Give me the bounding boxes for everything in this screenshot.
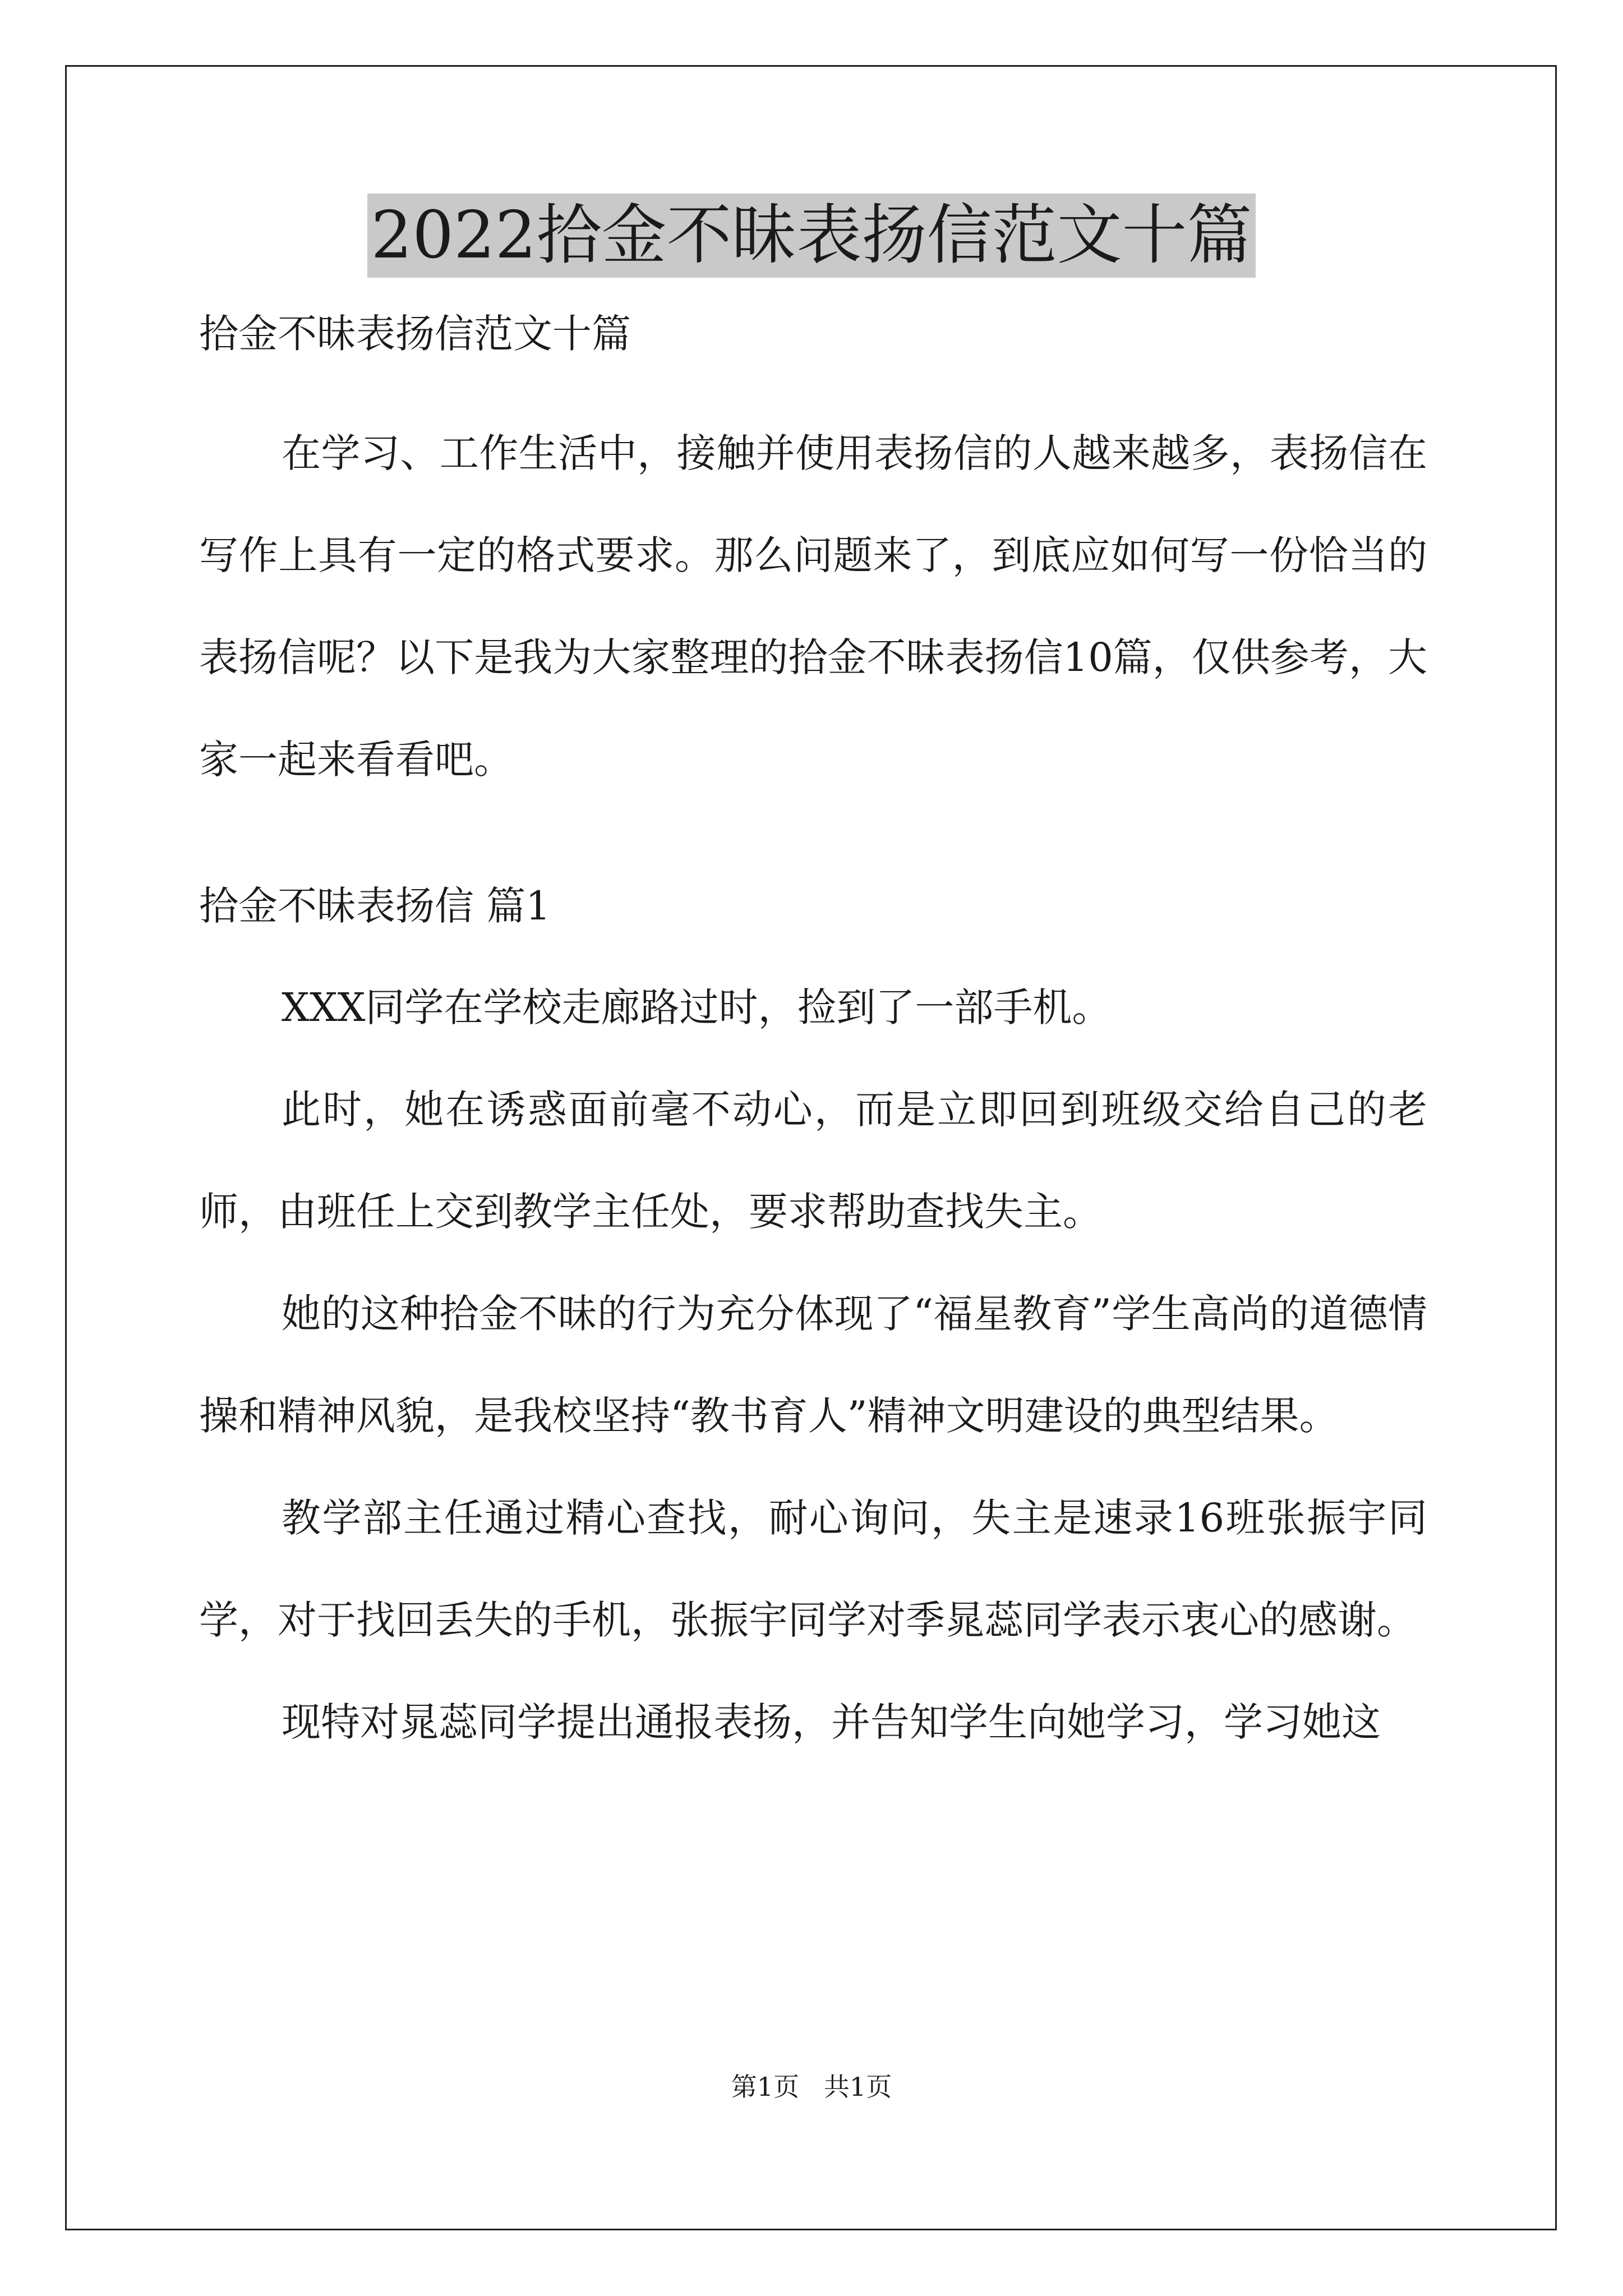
- body-paragraph: 现特对晁蕊同学提出通报表扬，并告知学生向她学习，学习她这: [282, 1699, 1381, 1745]
- document-title: 2022拾金不昧表扬信范文十篇: [367, 194, 1255, 278]
- body-paragraph: 此时，她在诱惑面前毫不动心，而是立即回到班级交给自己的老师，由班任上交到教学主任处，要求帮助查找失主。: [199, 1087, 1427, 1235]
- body-paragraph: XXX同学在学校走廊路过时，捡到了一部手机。: [282, 984, 1112, 1030]
- intro-paragraph: 在学习、工作生活中，接触并使用表扬信的人越来越多，表扬信在写作上具有一定的格式要求。那么问题来了，到底应如何写一份恰当的表扬信呢？以下是我为大家整理的拾金不昧表扬信10篇，仅供参考，大家一起来看看吧。: [199, 430, 1427, 783]
- document-subtitle: 拾金不昧表扬信范文十篇: [199, 311, 631, 357]
- title-container: [0, 194, 1623, 278]
- page-number-footer: 第1页 共1页: [731, 2072, 892, 2102]
- document-body: [199, 306, 1427, 1773]
- body-paragraph: 她的这种拾金不昧的行为充分体现了“福星教育”学生高尚的道德情操和精神风貌，是我校坚持“教书育人”精神文明建设的典型结果。: [199, 1291, 1427, 1439]
- section-heading: 拾金不昧表扬信 篇1: [199, 883, 551, 929]
- body-paragraph: 教学部主任通过精心查找，耐心询问，失主是速录16班张振宇同学，对于找回丢失的手机，张振宇同学对季晁蕊同学表示衷心的感谢。: [199, 1495, 1427, 1643]
